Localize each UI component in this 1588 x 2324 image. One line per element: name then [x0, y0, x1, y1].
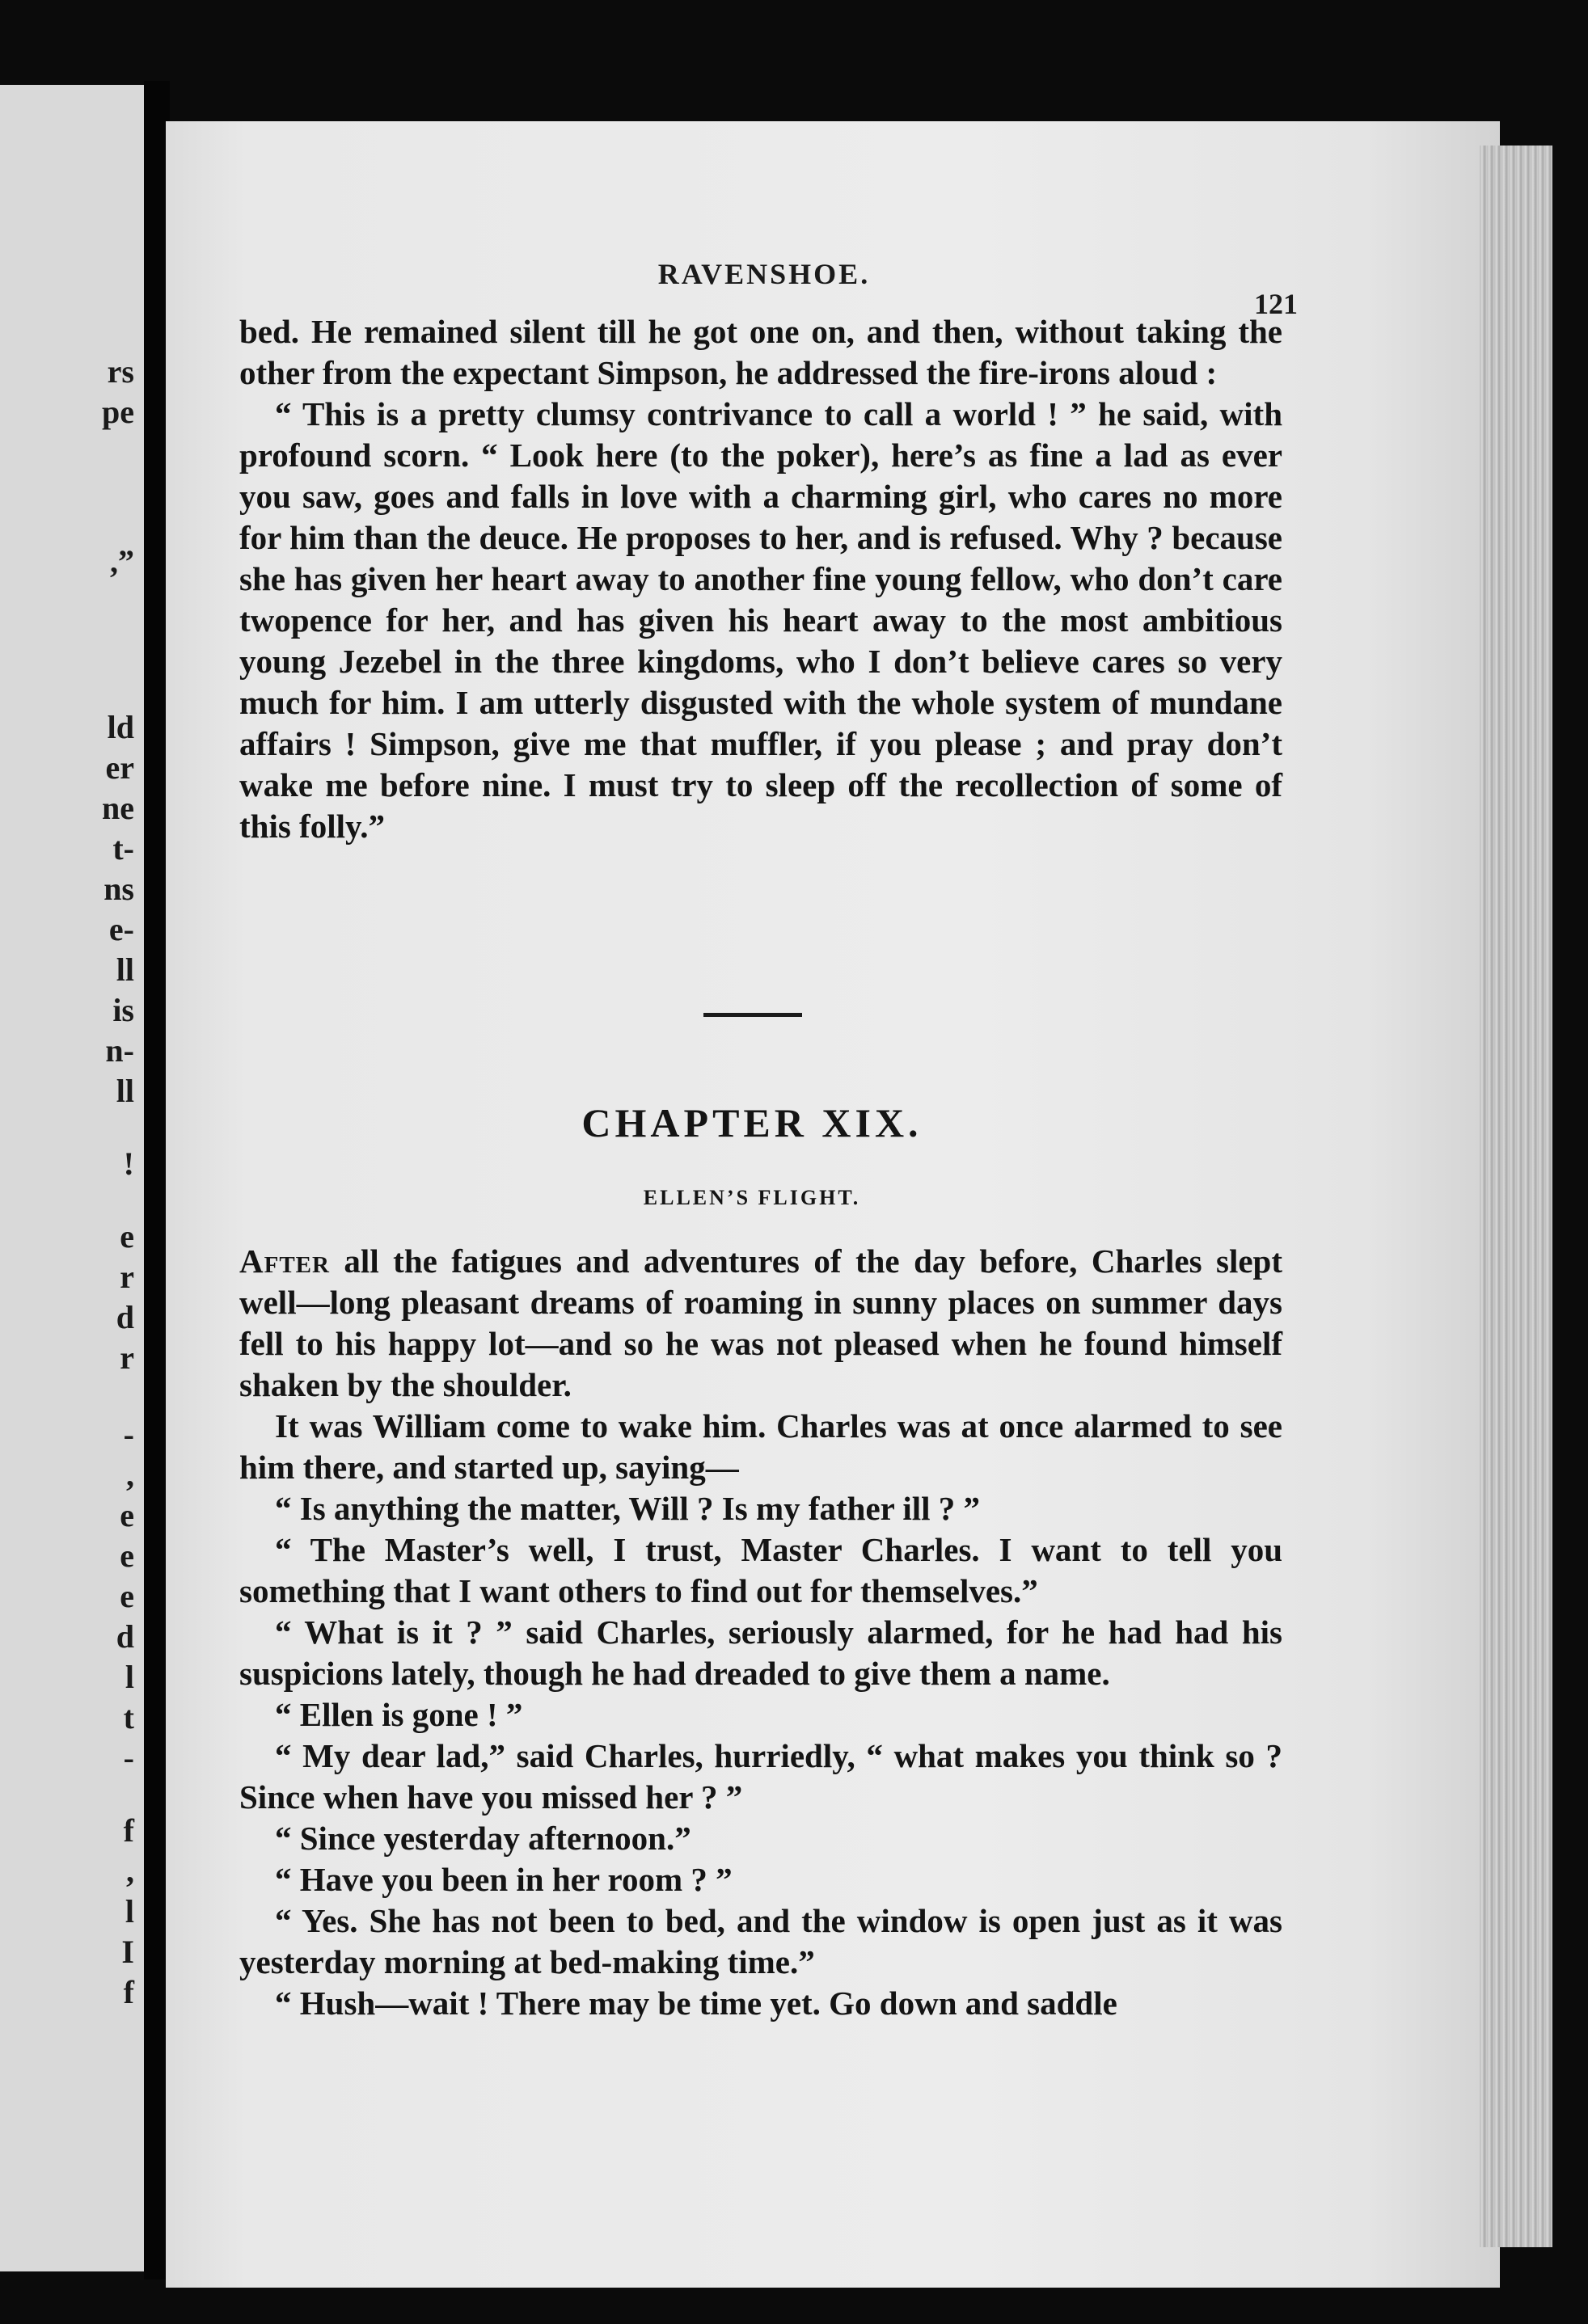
facing-page-text-fragment: d: [116, 1618, 134, 1655]
facing-page-text-fragment: ,”: [110, 543, 134, 580]
section-divider: [703, 1013, 802, 1017]
facing-page-text-fragment: d: [116, 1299, 134, 1335]
opening-paragraph: [239, 1241, 1282, 1406]
facing-page-text-fragment: t: [123, 1699, 134, 1736]
facing-page-text-fragment: ld: [107, 709, 134, 745]
page-number: 121: [1254, 288, 1298, 320]
facing-page-text-fragment: e: [120, 1497, 134, 1533]
facing-page-text-fragment: ll: [116, 951, 134, 988]
facing-page-text-fragment: ns: [103, 871, 134, 907]
facing-page-text-fragment: pe: [102, 394, 134, 430]
facing-page-text-fragment: r: [120, 1339, 134, 1376]
paragraph: “ The Master’s well, I trust, Master Charles. I want to tell you something that I want others to find out for themselves.”: [239, 1531, 1282, 1609]
facing-page-text-fragment: I: [121, 1934, 134, 1970]
opening-word: After: [239, 1242, 330, 1280]
facing-page-text-fragment: is: [112, 992, 134, 1028]
facing-page-text-fragment: e-: [108, 911, 134, 947]
paragraph: “ This is a pretty clumsy contrivance to call a world ! ” he said, with profound scorn. “ Look here (to the poker), here’s as fine a lad as ever you saw, goes and falls in love with a charming girl, who cares no more for him than the deuce. He proposes to her, and is refused. Why ? because she has given her heart away to another fine young fellow, who don’t care twopence for her, and has given his heart away to the most ambitious young Jezebel in the three kingdoms, who I don’t believe cares so very much for him. I am utterly disgusted with the whole system of mundane affairs ! Simpson, give me that muffler, if you please ; and pray don’t wake me before nine. I must try to sleep off the recollection of some of this folly.”: [239, 395, 1282, 845]
facing-page-text-fragment: t-: [112, 830, 134, 867]
facing-page-text-fragment: e: [120, 1578, 134, 1614]
facing-page-text-fragment: f: [123, 1974, 134, 2010]
facing-page-text-fragment: -: [123, 1740, 134, 1776]
paragraph: “ What is it ? ” said Charles, seriously alarmed, for he had had his suspicions lately, though he had dreaded to give them a name.: [239, 1613, 1282, 1692]
facing-page-text-fragment: ne: [102, 790, 134, 826]
running-head: RAVENSHOE.: [657, 258, 871, 290]
facing-page-text-fragment: -: [123, 1416, 134, 1453]
facing-page-text-fragment: e: [120, 1537, 134, 1574]
paragraph: “ Since yesterday afternoon.”: [275, 1820, 691, 1857]
paragraph: It was William come to wake him. Charles was at once alarmed to see him there, and started up, saying—: [239, 1407, 1282, 1486]
chapter-subtitle: ELLEN’S FLIGHT.: [643, 1186, 861, 1209]
top-text-block: [239, 311, 1282, 847]
facing-page-text-fragment: er: [105, 749, 134, 786]
paragraph: “ My dear lad,” said Charles, hurriedly, “ what makes you think so ? Since when have you missed her ? ”: [239, 1737, 1282, 1816]
facing-page-text-fragment: rs: [107, 353, 134, 390]
paragraph: “ Have you been in her room ? ”: [275, 1861, 733, 1898]
paragraph: bed. He remained silent till he got one on, and then, without taking the other from the expectant Simpson, he addressed the fire-irons aloud :: [239, 313, 1282, 391]
facing-page-text-fragment: n-: [105, 1032, 134, 1069]
facing-page-fragment: [0, 85, 144, 2271]
paragraph: “ Yes. She has not been to bed, and the window is open just as it was yesterday morning at bed-making time.”: [239, 1902, 1282, 1980]
page-edges: [1480, 146, 1552, 2247]
facing-page-text-fragment: ll: [116, 1073, 134, 1109]
facing-page-text-fragment: ,: [126, 1853, 134, 1889]
facing-page-text-fragment: f: [123, 1812, 134, 1849]
bottom-text-block: [239, 1241, 1282, 2024]
chapter-title: CHAPTER XIX.: [581, 1100, 923, 1145]
facing-page-text-fragment: r: [120, 1259, 134, 1295]
facing-page-text-fragment: l: [125, 1893, 134, 1930]
facing-page-text-fragment: l: [125, 1659, 134, 1695]
paragraph: “ Ellen is gone ! ”: [275, 1696, 523, 1733]
paragraph: “ Is anything the matter, Will ? Is my father ill ? ”: [275, 1490, 981, 1527]
facing-page-text-fragment: e: [120, 1218, 134, 1255]
facing-page-text-fragment: !: [123, 1145, 134, 1182]
paragraph: “ Hush—wait ! There may be time yet. Go down and saddle: [275, 1984, 1117, 2022]
facing-page-text-fragment: ,: [126, 1457, 134, 1493]
paragraph-text: all the fatigues and adventures of the day before, Charles slept well—long pleasant dreams of roaming in sunny places on summer days fell to his happy lot—and so he was not pleased when he found himself shaken by the shoulder.: [239, 1242, 1282, 1403]
